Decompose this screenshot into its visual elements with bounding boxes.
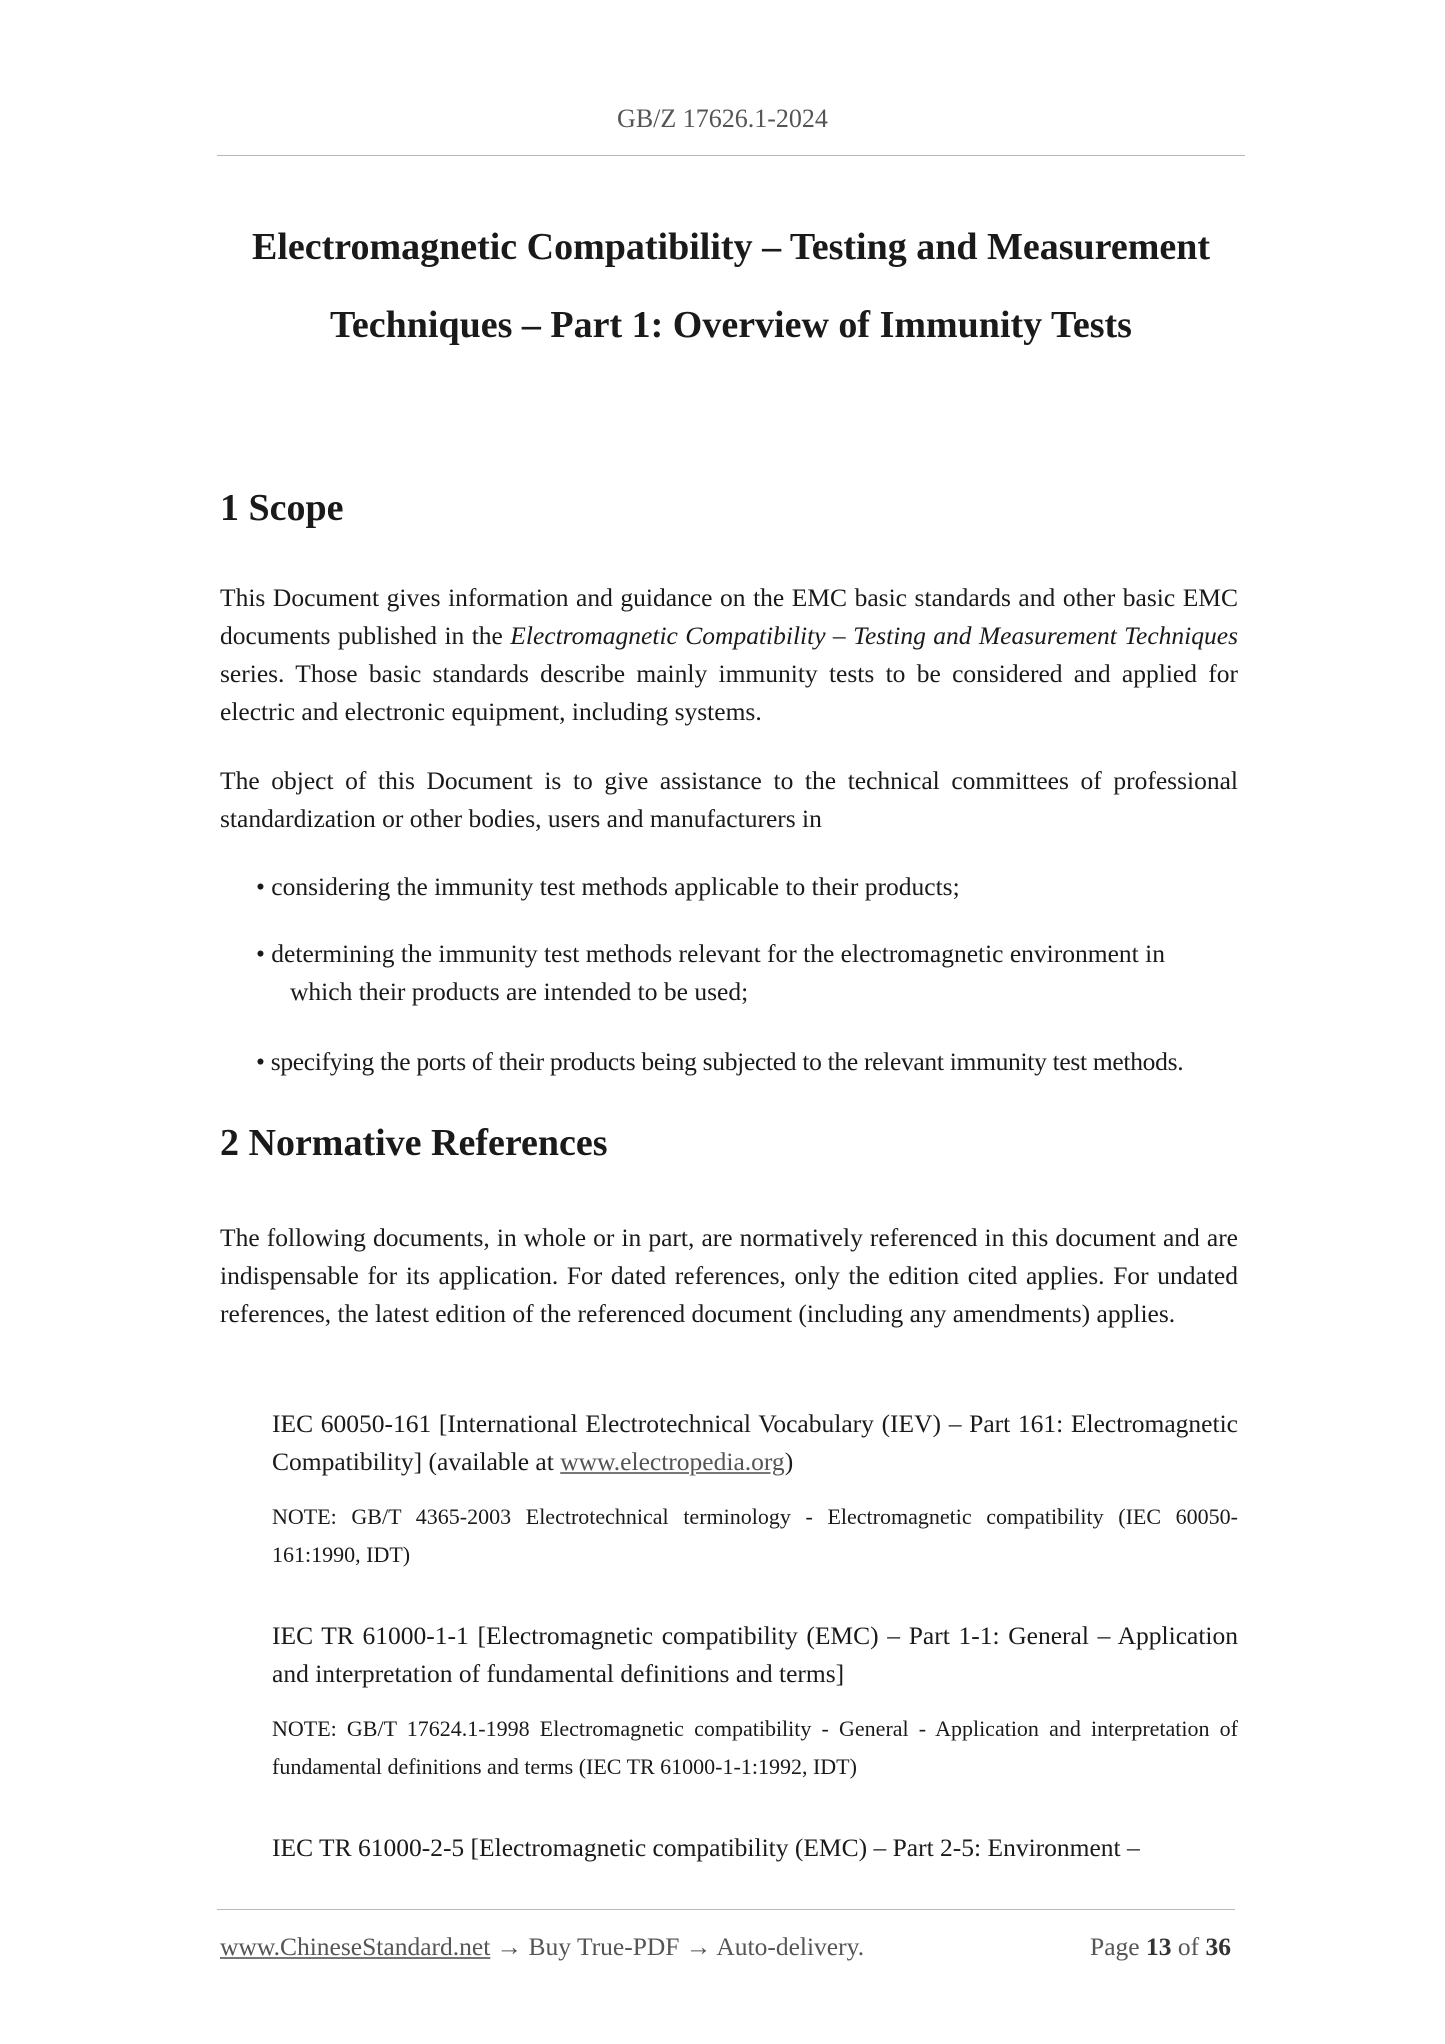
title-line-1: Electromagnetic Compatibility – Testing and Measurement <box>251 226 1211 268</box>
scope-p1-text-b: series. Those basic standards describe mainly immunity tests to be considered and applied for electric and electronic equipment, including systems. <box>220 659 1238 726</box>
ref1-text-b: ) <box>784 1447 794 1476</box>
note-gbt-4365: NOTE: GB/T 4365-2003 Electrotechnical terminology - Electromagnetic compatibility (IEC 60050-161:1990, IDT) <box>272 1504 1238 1567</box>
footer-promo <box>220 1932 864 1962</box>
electropedia-link[interactable]: www.electropedia.org <box>560 1447 785 1476</box>
bullet-2-line-1: • determining the immunity test methods relevant for the electromagnetic environment in <box>256 939 1165 968</box>
footer-divider <box>217 1909 1235 1910</box>
title-line-2: Techniques – Part 1: Overview of Immunity Tests <box>330 304 1132 346</box>
reference-iec-tr-61000-2-5: IEC TR 61000-2-5 [Electromagnetic compatibility (EMC) – Part 2-5: Environment – <box>272 1833 1140 1862</box>
total-page-count: 36 <box>1205 1932 1231 1961</box>
bullet-item-2 <box>256 935 1238 1011</box>
series-title-italic: Electromagnetic Compatibility – Testing and Measurement Techniques <box>510 621 1238 650</box>
bullet-item-1: • considering the immunity test methods applicable to their products; <box>256 872 960 901</box>
of-label: of <box>1177 1932 1200 1961</box>
current-page-number: 13 <box>1146 1932 1172 1961</box>
scope-p1-text-a: This Document gives information and guidance on the EMC basic standards and other basic EMC documents published in the <box>220 583 1238 650</box>
page-indicator <box>1090 1932 1231 1962</box>
bullet-2-line-2: which their products are intended to be used; <box>290 977 749 1006</box>
section-heading-scope: 1 Scope <box>220 487 344 529</box>
reference-iec-tr-61000-1-1: IEC TR 61000-1-1 [Electromagnetic compatibility (EMC) – Part 1-1: General – Application and interpretation of fundamental definitions and terms] <box>272 1621 1238 1688</box>
note-gbt-17624-1: NOTE: GB/T 17624.1-1998 Electromagnetic compatibility - General - Application and interpretation of fundamental definitions and terms (IEC TR 61000-1-1:1992, IDT) <box>272 1716 1238 1779</box>
header-divider <box>217 155 1245 156</box>
document-title <box>217 208 1245 364</box>
scope-paragraph-2: The object of this Document is to give assistance to the technical committees of professional standardization or other bodies, users and manufacturers in <box>220 766 1238 833</box>
document-code-header: GB/Z 17626.1-2024 <box>617 104 828 133</box>
scope-paragraph-1 <box>220 579 1238 731</box>
reference-iec-60050-161 <box>272 1405 1238 1481</box>
footer-promo-text: → Buy True-PDF → Auto-delivery. <box>490 1932 865 1961</box>
bullet-item-3: • specifying the ports of their products being subjected to the relevant immunity test methods. <box>256 1047 1184 1076</box>
section-heading-normative-references: 2 Normative References <box>220 1122 608 1164</box>
page-label: Page <box>1090 1932 1140 1961</box>
references-paragraph: The following documents, in whole or in part, are normatively referenced in this document and are indispensable for its application. For dated references, only the edition cited applies. For undated references, the latest edition of the referenced document (including any amendments) applies. <box>220 1223 1238 1328</box>
ref1-text-a: IEC 60050-161 [International Electrotechnical Vocabulary (IEV) – Part 161: Electromagnetic Compatibility] (available at <box>272 1409 1238 1476</box>
chinesestandard-link[interactable]: www.ChineseStandard.net <box>220 1932 491 1961</box>
